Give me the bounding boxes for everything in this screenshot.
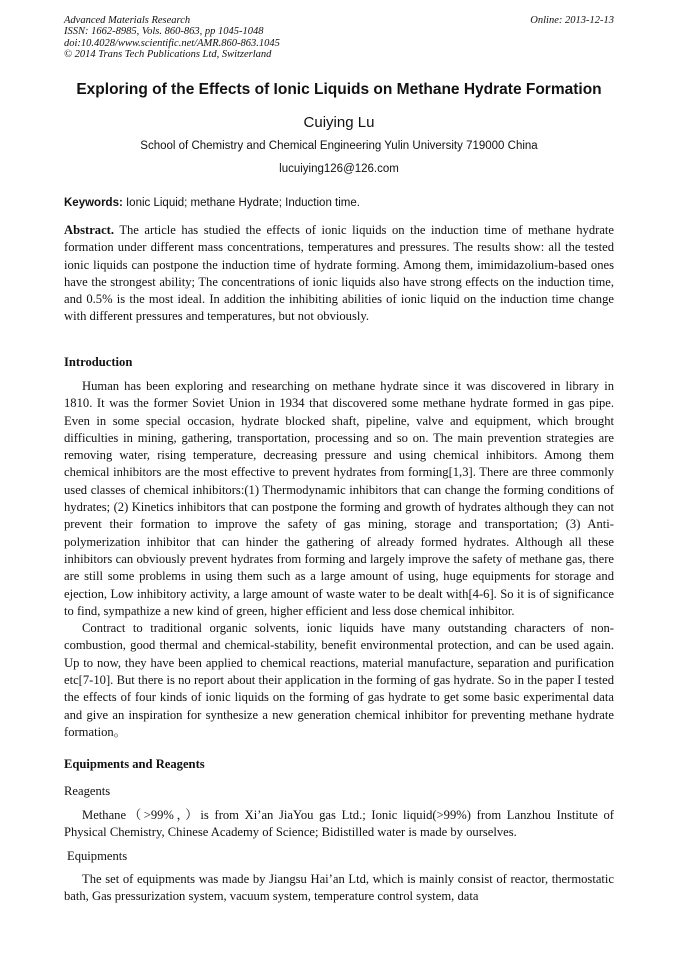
introduction-body bbox=[64, 378, 614, 741]
journal-doi: doi:10.4028/www.scientific.net/AMR.860-863.1045 bbox=[64, 37, 280, 49]
author-email: lucuiying126@126.com bbox=[279, 163, 399, 175]
reagents-heading: Reagents bbox=[64, 784, 111, 798]
intro-paragraph-1: Human has been exploring and researching on methane hydrate since it was discovered in library in 1810. It was the former Soviet Union in 1934 that discovered some methane hydrate formed in gas pipe. Even in some special occasion, hydrate blocked shaft, pipeline, valve and equipment, which brought difficulties in mining, gathering, transportation, processing and so on. The main prevention strategies are removing water, rising temperature, decreasing pressure and using chemical inhibitors. Among them chemical inhibitors are the most effective to prevent hydrates from forming[1,3]. There are three commonly used classes of chemical inhibitors:(1) Thermodynamic inhibitors that can change the forming conditions of hydrates; (2) Kinetics inhibitors that can postpone the forming and growth of hydrates although they can not prevent their formation to improve the safety of gas mining, storage and transportation; (3) Anti-polymerization inhibitor that can hinder the gathering of already formed hydrates. Although all these inhibitors can obviously prevent hydrates from forming and largely improve the safety of methane gas, there are still some problems in using them such as a large amount of using, huge equipments for storage and ejection, Low inhibitory activity, a large amount of waste water to be dealt with[4-6]. So it is of significance to find, sympathize a new kind of green, higher efficient and less dose chemical inhibitor. bbox=[64, 379, 614, 618]
equipments-text: The set of equipments was made by Jiangsu Hai’an Ltd, which is mainly consist of reactor, thermostatic bath, Gas pressurization system, vacuum system, temperature control system, data bbox=[64, 872, 614, 904]
journal-copyright: © 2014 Trans Tech Publications Ltd, Switzerland bbox=[64, 49, 272, 61]
journal-name: Advanced Materials Research bbox=[64, 15, 191, 26]
equipments-heading: Equipments bbox=[67, 849, 128, 863]
keywords-line bbox=[64, 195, 360, 211]
paper-title: Exploring of the Effects of Ionic Liquids on Methane Hydrate Formation bbox=[76, 81, 602, 98]
equipments-body bbox=[64, 871, 614, 906]
abstract-block bbox=[64, 222, 614, 326]
reagents-text: Methane（>99%，）is from Xi’an JiaYou gas Ltd.; Ionic liquid(>99%) from Lanzhou Institute of Physical Chemistry, Chinese Academy of Science; Bidistilled water is made by ourselves. bbox=[64, 808, 614, 840]
author-name: Cuiying Lu bbox=[303, 114, 375, 131]
keywords-text: Ionic Liquid; methane Hydrate; Induction time. bbox=[122, 197, 360, 209]
keywords-label: Keywords: bbox=[64, 197, 123, 209]
abstract-text: The article has studied the effects of ionic liquids on the induction time of methane hydrate formation under different mass concentrations, temperatures and pressures. The results show: all the tested ionic liquids can postpone the induction time of hydrate forming. Among them, imimidazolium-based ones have the strongest ability; The concentrations of ionic liquids also have strong effects on the induction time, and 0.5% is the most ideal. In addition the inhibiting abilities of ionic liquid on the induction time change with different pressures and temperatures, but not obviously. bbox=[64, 223, 614, 324]
reagents-body bbox=[64, 807, 614, 842]
abstract-label: Abstract. bbox=[64, 223, 115, 237]
equipments-reagents-heading: Equipments and Reagents bbox=[64, 757, 205, 771]
journal-issn: ISSN: 1662-8985, Vols. 860-863, pp 1045-1048 bbox=[64, 26, 264, 38]
author-affiliation: School of Chemistry and Chemical Engineering Yulin University 719000 China bbox=[140, 140, 538, 152]
introduction-heading: Introduction bbox=[64, 355, 133, 369]
intro-paragraph-2: Contract to traditional organic solvents, ionic liquids have many outstanding characters of non-combustion, good thermal and chemical-stability, benefit environmental protection, and can be used again. Up to now, they have been applied to chemical reactions, material manufacture, separation and purification etc[7-10]. But there is no report about their application in the forming of gas hydrate. So in the paper I tested the effects of four kinds of ionic liquids on the forming of gas hydrate to get some basic experimental data and give an inspiration for synthesize a new generation chemical inhibitor for preventing methane hydrate formation。 bbox=[64, 621, 614, 739]
online-date: Online: 2013-12-13 bbox=[530, 15, 614, 26]
journal-header bbox=[64, 15, 280, 61]
